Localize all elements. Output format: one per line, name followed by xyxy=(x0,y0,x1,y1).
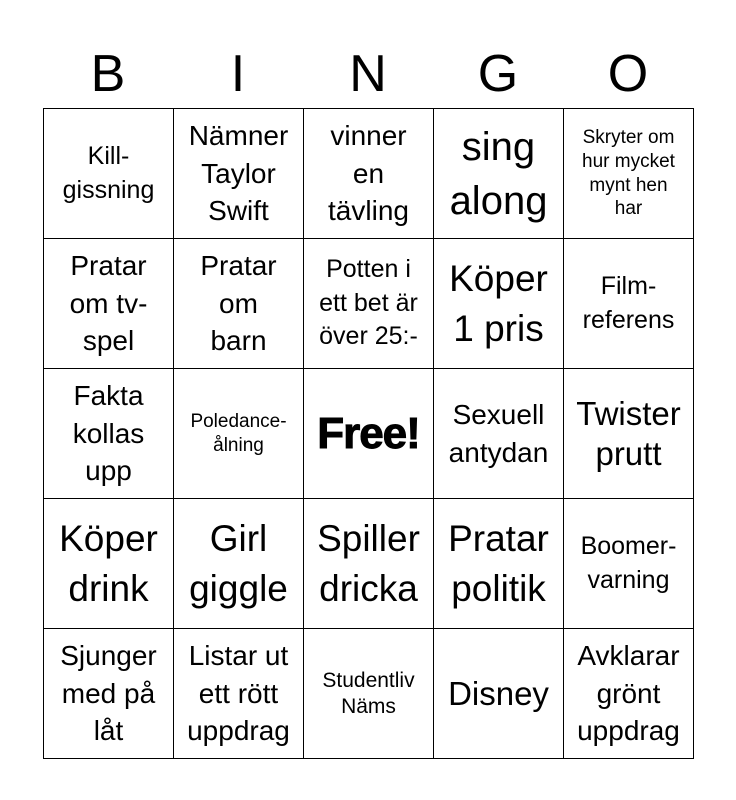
bingo-cell[interactable]: Fakta kollas upp xyxy=(44,369,174,499)
bingo-cell[interactable]: vinner en tävling xyxy=(304,109,434,239)
bingo-cell[interactable]: Disney xyxy=(434,629,564,759)
bingo-cell[interactable]: Twister prutt xyxy=(564,369,694,499)
bingo-cell[interactable]: Sjunger med på låt xyxy=(44,629,174,759)
header-letter-i: I xyxy=(230,45,246,103)
bingo-grid xyxy=(43,108,694,759)
bingo-cell[interactable]: Pratar politik xyxy=(434,499,564,629)
bingo-cell[interactable]: Skryter om hur mycket mynt hen har xyxy=(564,109,694,239)
bingo-cell[interactable]: Köper 1 pris xyxy=(434,239,564,369)
header-letter-g: G xyxy=(477,45,519,103)
bingo-cell[interactable]: Sexuell antydan xyxy=(434,369,564,499)
bingo-cell[interactable]: Köper drink xyxy=(44,499,174,629)
bingo-cell[interactable]: Poledance- ålning xyxy=(174,369,304,499)
bingo-cell[interactable]: Potten i ett bet är över 25:- xyxy=(304,239,434,369)
bingo-cell[interactable]: Pratar om barn xyxy=(174,239,304,369)
bingo-cell[interactable]: Girl giggle xyxy=(174,499,304,629)
bingo-cell[interactable]: Avklarar grönt uppdrag xyxy=(564,629,694,759)
bingo-cell[interactable]: Nämner Taylor Swift xyxy=(174,109,304,239)
free-space-cell[interactable] xyxy=(304,369,434,499)
bingo-cell[interactable]: Boomer- varning xyxy=(564,499,694,629)
bingo-cell[interactable]: Listar ut ett rött uppdrag xyxy=(174,629,304,759)
header-letter-b: B xyxy=(90,45,126,103)
bingo-cell[interactable]: Spiller dricka xyxy=(304,499,434,629)
free-space-label: Free! xyxy=(317,408,420,458)
header-letter-o: O xyxy=(607,45,649,103)
bingo-cell[interactable]: sing along xyxy=(434,109,564,239)
bingo-cell[interactable]: Kill- gissning xyxy=(44,109,174,239)
bingo-header xyxy=(43,40,693,108)
bingo-cell[interactable]: Pratar om tv- spel xyxy=(44,239,174,369)
bingo-cell[interactable]: Studentliv Näms xyxy=(304,629,434,759)
header-letter-n: N xyxy=(349,45,387,103)
bingo-cell[interactable]: Film- referens xyxy=(564,239,694,369)
